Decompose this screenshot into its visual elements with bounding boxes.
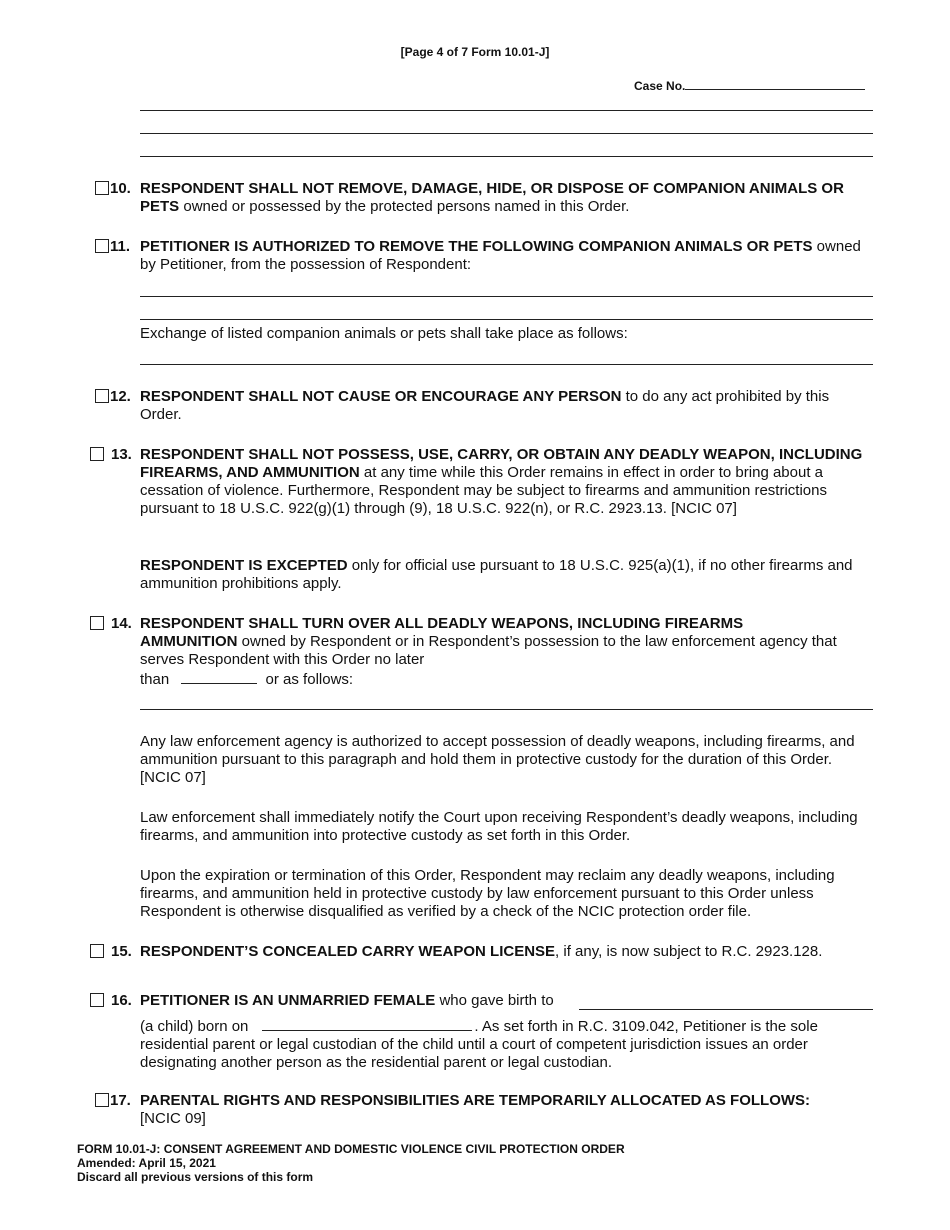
- item-12-number: 12.: [110, 388, 131, 405]
- item-16-text: PETITIONER IS AN UNMARRIED FEMALE who gave birth to: [140, 992, 554, 1009]
- item-13-exception: RESPONDENT IS EXCEPTED only for official use pursuant to 18 U.S.C. 925(a)(1), if no other firearms and ammunition prohibitions apply.: [140, 557, 853, 592]
- item-11-exchange-text: Exchange of listed companion animals or pets shall take place as follows:: [140, 325, 628, 342]
- blank-line[interactable]: [140, 156, 873, 157]
- item-16-born: (a child) born on . As set forth in R.C. 3109.042, Petitioner is the sole residential parent or legal custodian of the child until a court of competent jurisdiction issues an order designating another person as the residential parent or legal custodian.: [140, 1018, 818, 1071]
- blank-line[interactable]: [140, 709, 873, 710]
- item-15-text: RESPONDENT’S CONCEALED CARRY WEAPON LICENSE, if any, is now subject to R.C. 2923.128.: [140, 943, 823, 960]
- item-14-para2: Law enforcement shall immediately notify the Court upon receiving Respondent’s deadly weapons, including firearms, and ammunition into protective custody as set forth in this Order.: [140, 809, 858, 844]
- deadline-field[interactable]: [181, 669, 257, 684]
- item-10-text: RESPONDENT SHALL NOT REMOVE, DAMAGE, HIDE, OR DISPOSE OF COMPANION ANIMALS OR PETS owned or possessed by the protected persons named in this Order.: [140, 180, 844, 215]
- as-follows-label: or as follows:: [265, 671, 354, 688]
- footer-form-title: FORM 10.01-J: CONSENT AGREEMENT AND DOMESTIC VIOLENCE CIVIL PROTECTION ORDER: [77, 1142, 625, 1156]
- page-label: [Page 4 of 7 Form 10.01-J]: [400, 45, 550, 59]
- item-12-checkbox[interactable]: [95, 389, 109, 403]
- blank-line[interactable]: [140, 319, 873, 320]
- item-13-number: 13.: [111, 446, 132, 463]
- case-number-field[interactable]: [685, 75, 865, 90]
- birth-date-field[interactable]: [262, 1016, 472, 1031]
- item-17-text: PARENTAL RIGHTS AND RESPONSIBILITIES ARE TEMPORARILY ALLOCATED AS FOLLOWS:: [140, 1092, 811, 1109]
- case-number-label: Case No.: [634, 79, 686, 93]
- blank-line[interactable]: [140, 364, 873, 365]
- item-15-checkbox[interactable]: [90, 944, 104, 958]
- item-13-text: RESPONDENT SHALL NOT POSSESS, USE, CARRY, OR OBTAIN ANY DEADLY WEAPON, INCLUDING FIREARMS, AND AMMUNITION at any time while this Order remains in effect in order to bring about a cessation of violence. Furthermore, Respondent may be subject to firearms and ammunition restrictions pursuant to 18 U.S.C. 922(g)(1) through (9), 18 U.S.C. 922(n), or R.C. 2923.13. [NCIC 07]: [140, 446, 863, 517]
- item-16-number: 16.: [111, 992, 132, 1009]
- item-17-number: 17.: [110, 1092, 131, 1109]
- footer-amended: Amended: April 15, 2021: [77, 1156, 216, 1170]
- than-label: than: [140, 671, 170, 688]
- item-12-text: RESPONDENT SHALL NOT CAUSE OR ENCOURAGE ANY PERSON to do any act prohibited by this Order.: [140, 388, 830, 423]
- item-15-number: 15.: [111, 943, 132, 960]
- item-14-para1: Any law enforcement agency is authorized to accept possession of deadly weapons, including firearms, and ammunition pursuant to this paragraph and hold them in protective custody for the duration of this Order. [NCIC 07]: [140, 733, 855, 786]
- item-10-number: 10.: [110, 180, 131, 197]
- item-11-text: PETITIONER IS AUTHORIZED TO REMOVE THE FOLLOWING COMPANION ANIMALS OR PETS owned by Petitioner, from the possession of Respondent:: [140, 238, 861, 273]
- blank-line[interactable]: [140, 110, 873, 111]
- item-13-checkbox[interactable]: [90, 447, 104, 461]
- blank-line[interactable]: [140, 296, 873, 297]
- item-14-deadline-line: [140, 669, 353, 689]
- item-11-number: 11.: [110, 238, 131, 255]
- footer-discard: Discard all previous versions of this form: [77, 1170, 314, 1184]
- item-11-checkbox[interactable]: [95, 239, 109, 253]
- case-number: [634, 75, 865, 93]
- blank-line[interactable]: [140, 133, 873, 134]
- item-17-checkbox[interactable]: [95, 1093, 109, 1107]
- child-name-field[interactable]: [579, 1009, 873, 1010]
- item-17-ncic: [NCIC 09]: [140, 1110, 206, 1127]
- item-14-number: 14.: [111, 615, 132, 632]
- item-14-para3: Upon the expiration or termination of this Order, Respondent may reclaim any deadly weapons, including firearms, and ammunition held in protective custody by law enforcement pursuant to this Order unless Respondent is otherwise disqualified as verified by a check of the NCIC protection order file.: [140, 867, 835, 920]
- item-16-checkbox[interactable]: [90, 993, 104, 1007]
- item-10-checkbox[interactable]: [95, 181, 109, 195]
- item-14-checkbox[interactable]: [90, 616, 104, 630]
- item-14-text: RESPONDENT SHALL TURN OVER ALL DEADLY WEAPONS, INCLUDING FIREARMS AMMUNITION owned by Respondent or in Respondent’s possession to the law enforcement agency that serves Respondent with this Order no later: [140, 615, 837, 668]
